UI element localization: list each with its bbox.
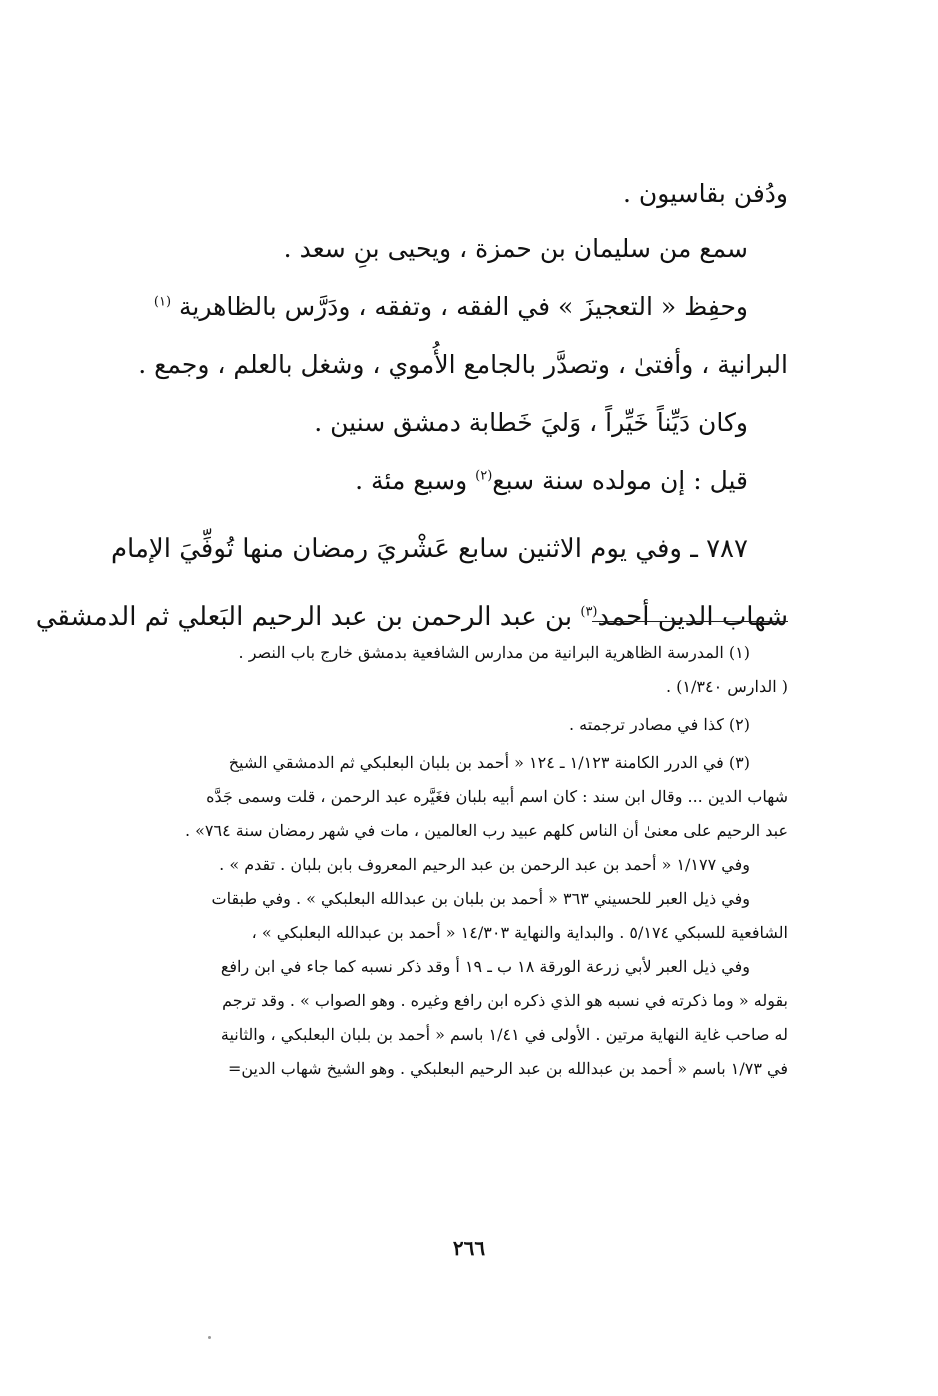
footnote-ref: (٣) <box>580 604 598 620</box>
text-line: وحفِظ « التعجيزَ » في الفقه ، وتفقه ، ودَرَّس بالظاهرية $^{(١)}$ <box>153 292 748 321</box>
text-line: وكان دَيِّناً خَيِّراً ، وَليَ خَطابة دمشق سنين . <box>314 408 748 437</box>
footnote-line: الشافعية للسبكي ٥/١٧٤ . والبداية والنهاية ١٤/٣٠٣ « أحمد بن عبدالله البعلبكي » ، <box>251 923 788 942</box>
footnote-ref: (٢) <box>475 468 493 484</box>
footnote-line: شهاب الدين ... وقال ابن سند : كان اسم أبيه بلبان فغَيَّره عبد الرحمن ، قلت وسمى جَدَّه <box>206 787 788 806</box>
scan-speck <box>208 1336 211 1339</box>
footnote-line: وفي ذيل العبر للحسيني ٣٦٣ « أحمد بن بلبان بن عبدالله البعلبكي » . وفي طبقات <box>211 889 750 908</box>
footnote-line: (١) المدرسة الظاهرية البرانية من مدارس الشافعية بدمشق خارج باب النصر . <box>238 643 750 662</box>
entry-line: شهاب الدين أحمد$^{(٣)}$ بن عبد الرحمن بن عبد الرحيم البَعلي ثم الدمشقي <box>35 602 788 632</box>
entry-line: ٧٨٧ ـ وفي يوم الاثنين سابع عَشْريَ رمضان منها تُوفِّيَ الإمام <box>110 534 748 564</box>
footnote-line: عبد الرحيم على معنىٰ أن الناس كلهم عبيد رب العالمين ، مات في شهر رمضان سنة ٧٦٤» . <box>184 821 788 840</box>
footnote-line: (٣) في الدرر الكامنة ١/١٢٣ ـ ١٢٤ « أحمد بن بلبان البعلبكي ثم الدمشقي الشيخ <box>228 753 750 772</box>
footnote-divider <box>592 621 788 622</box>
main-text <box>35 168 788 646</box>
text-line: قيل : إن مولده سنة سبع$^{(٢)}$ وسبع مئة . <box>355 466 748 495</box>
footnote-line: ( الدارس ١/٣٤٠) . <box>665 677 788 696</box>
footnotes <box>120 636 788 1086</box>
footnote-ref: (١) <box>153 294 172 310</box>
footnote-line: بقوله « وما ذكرته في نسبه هو الذي ذكره ابن رافع وغيره . وهو الصواب » . وقد ترجم <box>222 991 788 1010</box>
page-number: ٢٦٦ <box>452 1236 486 1260</box>
footnote-line: وفي ذيل العبر لأبي زرعة الورقة ١٨ ب ـ ١٩ أ وقد ذكر نسبه كما جاء في ابن رافع <box>220 957 750 976</box>
footnote-line: في ١/٧٣ باسم « أحمد بن عبدالله بن عبد الرحيم البعلبكي . وهو الشيخ شهاب الدين= <box>227 1059 788 1078</box>
text-line: سمع من سليمان بن حمزة ، ويحيى بنِ سعد . <box>283 234 748 263</box>
footnote-line: وفي ١/١٧٧ « أحمد بن عبد الرحمن بن عبد الرحيم المعروف بابن بلبان . تقدم » . <box>219 855 750 874</box>
text-line: البرانية ، وأفتىٰ ، وتصدَّر بالجامع الأُموي ، وشغل بالعلم ، وجمع . <box>138 350 788 379</box>
text-line: ودُفن بقاسيون . <box>622 179 788 208</box>
footnote-line: له صاحب غاية النهاية مرتين . الأولى في ١/٤١ باسم « أحمد بن بلبان البعلبكي ، والثانية <box>220 1025 788 1044</box>
footnote-line: (٢) كذا في مصادر ترجمته . <box>568 715 750 734</box>
